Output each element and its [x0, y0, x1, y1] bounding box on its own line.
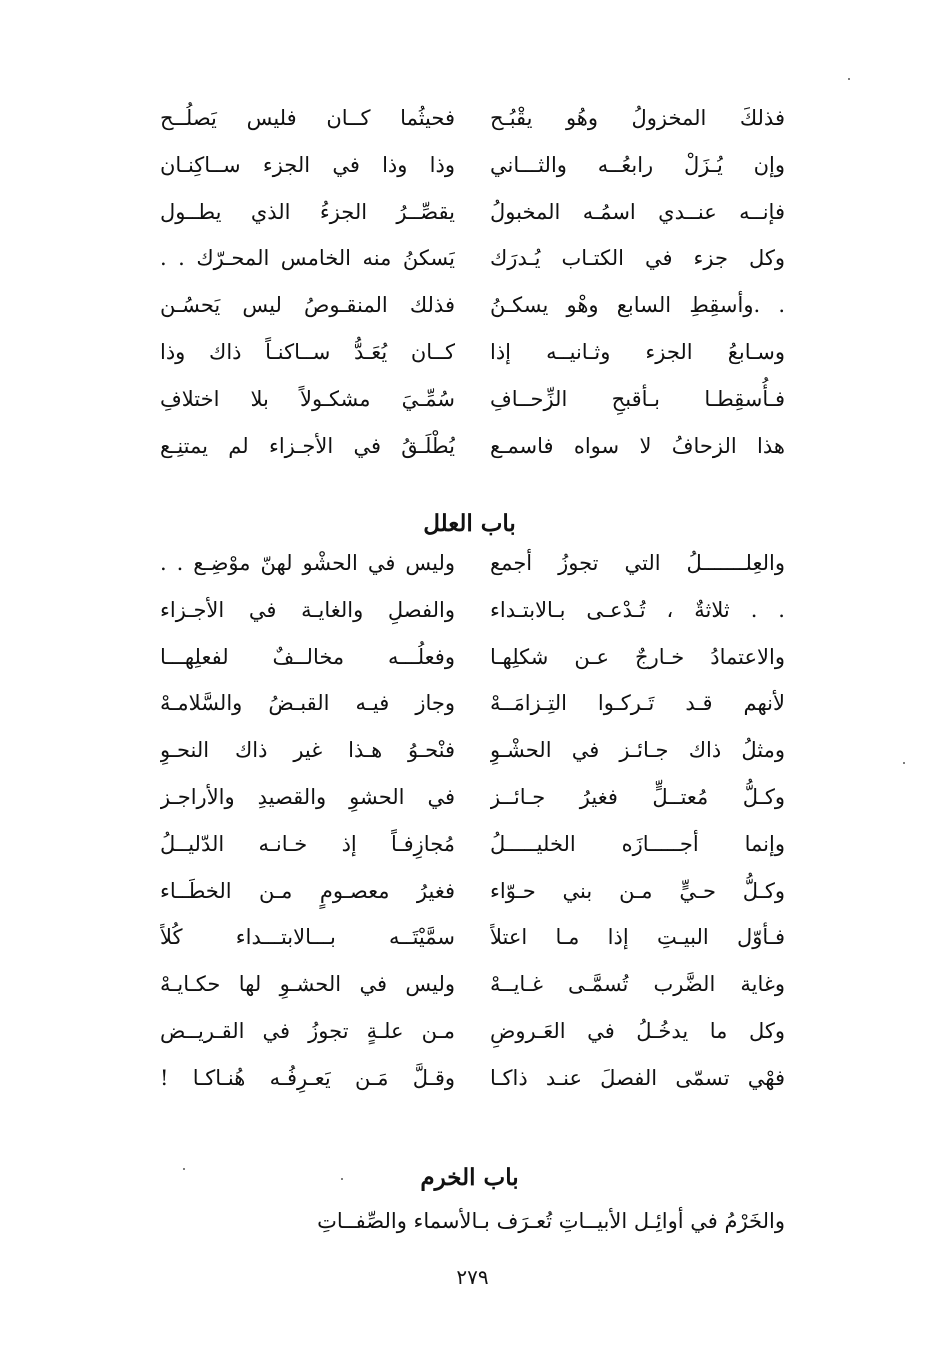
verse-line	[160, 235, 785, 282]
verse-line	[160, 282, 785, 329]
verse-line	[160, 189, 785, 236]
verse-line	[160, 95, 785, 142]
page-number: ٢٧٩	[456, 1265, 489, 1289]
hemistich-second: كــان يُعَـدُّ ســاكنـاً ذاك وذا	[160, 339, 455, 364]
hemistich-first: وإنما أجـــــازَه الخليـــــلُ	[490, 831, 785, 856]
hemistich-first: وكـلُّ حـيٍّ مـن بني حـوّاء	[490, 878, 785, 903]
print-speck	[903, 762, 905, 764]
verses-section-2	[160, 540, 785, 1102]
hemistich-first: لأنهم قـد تَـركـوا التِـزامَــهْ	[490, 691, 785, 716]
hemistich-second: سمَّيْتَــه بـــالابتـــداء كُلاً	[160, 925, 455, 950]
verse-line	[160, 540, 785, 587]
verse-line	[160, 587, 785, 634]
hemistich-first: وكل جزء في الكتـاب يُـدرَك	[490, 246, 785, 271]
hemistich-first: والاعتمادُ خـارجٌ عـن شكلِهـا	[490, 644, 785, 669]
print-speck	[341, 1178, 343, 1180]
hemistich-first: . .وأسقِطِ السابع وهْو يسكـنُ	[490, 293, 785, 318]
section-heading-khazm: باب الخرم	[420, 1164, 519, 1191]
hemistich-first: وكل ما يدخُـلُ في العَـروضِ	[490, 1018, 785, 1043]
verse-line	[160, 142, 785, 189]
hemistich-first: فهْي تسمّى الفصلَ عنـد ذاكـا	[490, 1065, 785, 1090]
verses-section-1	[160, 95, 785, 469]
verse-line	[160, 1008, 785, 1055]
hemistich-second: يُطْلَـقُ في الأجـزاء لم يمتنِـع	[160, 433, 455, 458]
print-speck	[848, 78, 850, 80]
hemistich-second: يَسكنُ منه الخامس المحـرّك . .	[160, 246, 455, 271]
hemistich-first: وغاية الضَّرب تُسمَّـى غـايــهْ	[490, 972, 785, 997]
verse-line	[160, 914, 785, 961]
verse-line	[160, 634, 785, 681]
hemistich-second: مُجازِفـاً إذ خـانـه الدّليــلُ	[160, 831, 455, 856]
hemistich-first: وكـلُّ مُعتــلٍّ فغيرُ جـائــز	[490, 784, 785, 809]
verse-line	[160, 821, 785, 868]
hemistich-first: فـأُسقِطـا بـأقبحِ الزِّحــافِ	[490, 386, 785, 411]
hemistich-second: فذلك المنقـوصُ ليس يَحسُـن	[160, 293, 455, 318]
hemistich-second: والفصلِ والغايـة في الأجـزاء	[160, 597, 455, 622]
verse-line	[160, 774, 785, 821]
hemistich-second: وفعلُـــه مخالــفٌ لفعلِهـــا	[160, 644, 455, 669]
verse-line	[160, 961, 785, 1008]
hemistich-first: والعِلـــــــلُ التي تجوزُ أجمع	[490, 551, 785, 575]
hemistich-first: وإن يُـزَلْ رابعُــه والثـــاني	[490, 152, 785, 177]
hemistich-first: ومثلُ ذاك جـائـز في الحشْـوِ	[490, 738, 785, 763]
hemistich-second: يقصِّــرُ الجزءُ الذي يطــول	[160, 199, 455, 224]
verse-line	[160, 376, 785, 423]
hemistich-second: وذا وذا في الجزء ســاكِنـان	[160, 152, 455, 177]
hemistich-first: . . ثلاثةٌ ، تُـدْعـى بـالابتـداء	[490, 597, 785, 622]
verse-line	[160, 1055, 785, 1102]
verse-line	[160, 868, 785, 915]
hemistich-second: فحيثُما كــان فليس يَصلُــح	[160, 106, 455, 130]
hemistich-first: فـأوّل البيـتِ إذا مـا اعتلاً	[490, 925, 785, 950]
hemistich-second: وجاز فيـه القبـضُ والسَّلامـهْ	[160, 691, 455, 716]
hemistich-second: وليس في الحشـوِ لها حكـايـهْ	[160, 972, 455, 997]
verse-line	[160, 680, 785, 727]
hemistich-first: فذلكَ المخزولُ وهُو يقْبُـح	[490, 106, 785, 130]
hemistich-first: فإنــه عنــدي اسمُـه المخبولُ	[490, 199, 785, 224]
hemistich-second: وقـلَّ مَـن يَعـرِفُـه هُنـاكـا !	[160, 1065, 455, 1090]
hemistich-second: وليس في الحشْو لهنّ موْضِـع . .	[160, 551, 455, 575]
hemistich-second: فنْحـوُ هـذا غير ذاك النحـوِ	[160, 738, 455, 763]
hemistich-second: فغيرُ معصـومٍ مـن الخطَــاء	[160, 878, 455, 903]
section-heading-illal: باب العلل	[423, 510, 516, 537]
hemistich-second: مـن علـةٍ تجوزُ في القـريــض	[160, 1018, 455, 1043]
print-speck	[183, 1168, 185, 1170]
verse-line	[160, 423, 785, 470]
hemistich-second: في الحشوِ والقصيدِ والأراجـز	[160, 784, 455, 809]
hemistich-first: وسـابعُ الجزء وثـانيــه إذا	[490, 339, 785, 364]
khazm-verse: والخَرْمُ في أوائِـل الأبيــاتِ تُعـرَف بـالأسماء والصِّفــاتِ	[317, 1209, 785, 1233]
hemistich-first: هذا الزحافُ لا سواه فاسمـع	[490, 433, 785, 458]
hemistich-second: سُمِّـيَ مشكـولاً بلا اختلافِ	[160, 386, 455, 411]
verse-line	[160, 329, 785, 376]
verse-line	[160, 727, 785, 774]
